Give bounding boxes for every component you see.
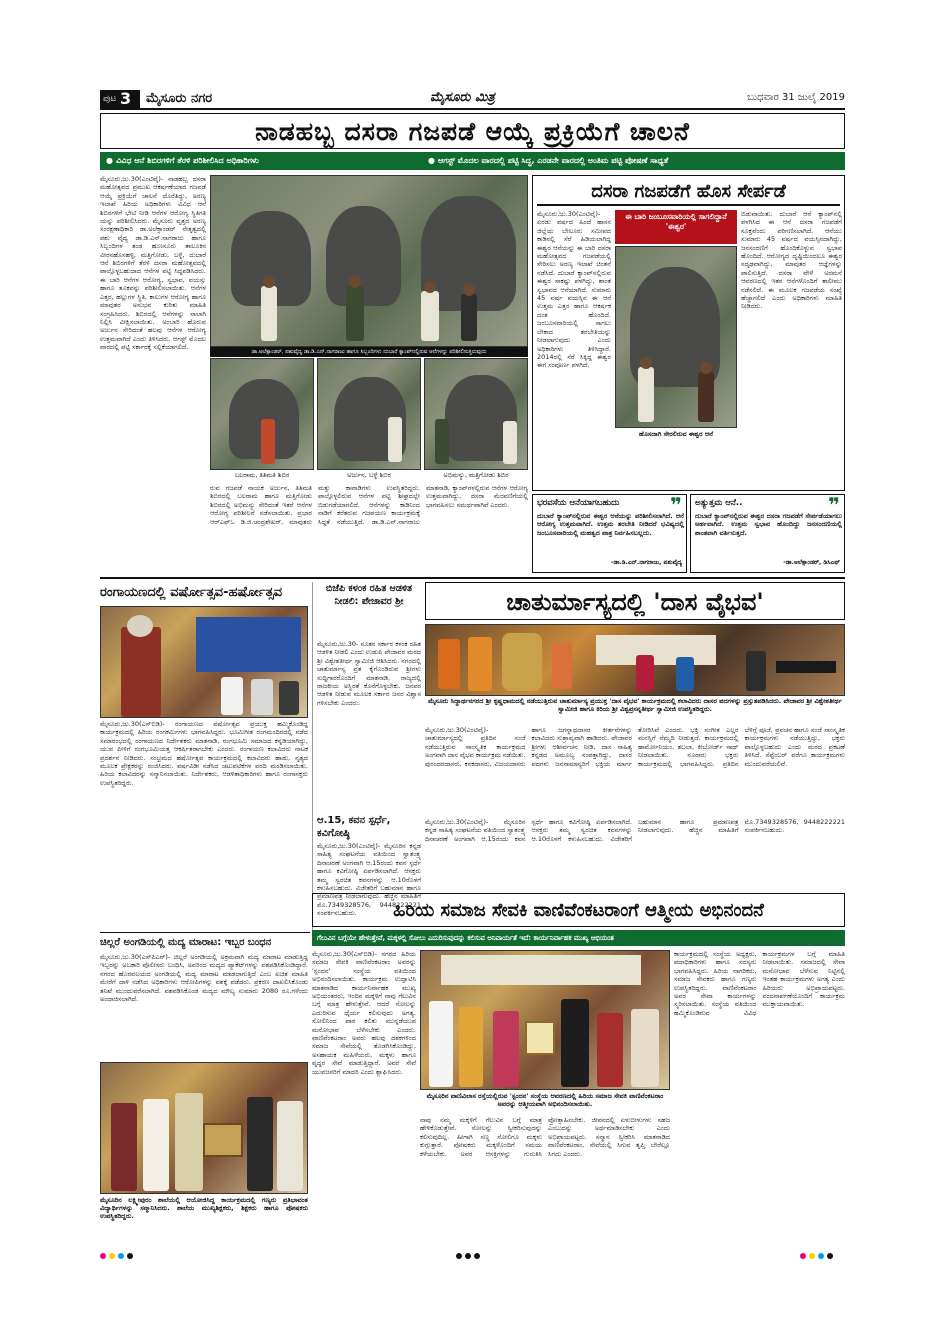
issue-date: ಬುಧವಾರ 31 ಜುಲೈ 2019 bbox=[747, 92, 845, 103]
quote-box-2 bbox=[690, 494, 845, 573]
sidebar-body-right: ಬಿಡುವಾಯಿತು. ದುಬಾರೆ ಆನೆ ಕ್ಯಾಂಪ್‌ನಲ್ಲಿ ಪಳಗಿಸಿದ ಈ ಆನೆ ದಸರಾ ಗಜಪಡೆಗೆ ಸೂಕ್ತವೆಂದು ಪರಿಗಣಿಸಲಾಗಿದೆ. ಆನೆಯು ಸುಮಾರು 45 ವರ್ಷದ ವಯಸ್ಸಿನದಾಗಿದ್ದು, ಜನಸಂದಣಿಗೆ ಹೊಂದಿಕೊಳ್ಳುವ ಸ್ವಭಾವ ಹೊಂದಿದೆ. ಆರೋಗ್ಯದ ದೃಷ್ಟಿಯಿಂದಲೂ ಈಶ್ವರ ಸದೃಢವಾಗಿದ್ದು, ಮಾವುತರ ಆಜ್ಞೆಗಳನ್ನು ಪಾಲಿಸುತ್ತಿದೆ. ದಸರಾ ವೇಳೆ ಅರಮನೆ ಆವರಣದಲ್ಲಿ ಇತರ ಆನೆಗಳೊಂದಿಗೆ ತಾಲೀಮು ನಡೆಸಲಿದೆ. ಈ ಮೂಲಕ ಗಜಪಡೆಯ ಸಂಖ್ಯೆ ಹೆಚ್ಚಾಗಲಿದೆ ಎಂದು ಅಧಿಕಾರಿಗಳು ಮಾಹಿತಿ ನೀಡಿದರು. bbox=[741, 210, 842, 311]
felicitation-subhead-bar bbox=[312, 930, 845, 946]
registration-dots-left bbox=[100, 1244, 136, 1263]
chaturmasya-photo-caption: ಮೈಸೂರು ಸಿದ್ಧಾರ್ಥನಗರದ ಶ್ರೀ ಕೃಷ್ಣಧಾಮದಲ್ಲಿ ನಡೆಯುತ್ತಿರುವ ಚಾತುರ್ಮಾಸ್ಯ ಪ್ರಯುಕ್ತ 'ದಾಸ ವೈಭವ' ಕಾರ್ಯಕ್ರಮದಲ್ಲಿ ಕಲಾವಿದರು ದಾಸರ ಪದಗಳನ್ನು ಪ್ರಸ್ತುತಪಡಿಸಿದರು. ಪೇಜಾವರ ಶ್ರೀ ವಿಶ್ವೇಶತೀರ್ಥ ಸ್ವಾಮೀಜಿ ಹಾಗೂ ಕಿರಿಯ ಶ್ರೀ ವಿಶ್ವಪ್ರಸನ್ನತೀರ್ಥ ಸ್ವಾಮೀಜಿ ಉಪಸ್ಥಿತರಿದ್ದರು. bbox=[428, 697, 842, 713]
felicitation-body-left: ಮೈಸೂರು,ಜು.30(ಎಸ್‌ಬಿಡಿ)- ನಗರದ ಹಿರಿಯ ಸಮಾಜ ಸೇವಕಿ ವಾಣಿವೆಂಕಟರಾಂ ಅವರನ್ನು 'ಸ್ಪಂದನ' ಸಂಸ್ಥೆಯ ವತಿಯಿಂದ ಅಭಿನಂದಿಸಲಾಯಿತು. ಕಾರ್ಯಕ್ರಮ ಉದ್ಘಾಟಿಸಿ ಮಾತನಾಡಿದ ಕಾರ್ಯನಿರ್ವಾಹಕ ಮುಖ್ಯ ಅಭಿಯಂತರರು, ಇಂದಿನ ಮಕ್ಕಳಿಗೆ ನಾವು ಗೆಲುವಿನ ಬಗ್ಗೆ ಮಾತ್ರ ಹೇಳುತ್ತೇವೆ. ಆದರೆ ಸೋಲನ್ನು ಎದುರಿಸುವ ಧೈರ್ಯ ಕಲಿಸುವುದು ಅಗತ್ಯ. ಸೋಲಿನಿಂದ ಪಾಠ ಕಲಿತು ಮುನ್ನಡೆಯುವ ಮನೋಭಾವ ಬೆಳೆಸಬೇಕು ಎಂದರು. ವಾಣಿವೆಂಕಟರಾಂ ಅವರು ಹಲವು ದಶಕಗಳಿಂದ ಸಮಾಜ ಸೇವೆಯಲ್ಲಿ ತೊಡಗಿಸಿಕೊಂಡಿದ್ದು, ಅಸಹಾಯಕ ಮಹಿಳೆಯರು, ಮಕ್ಕಳು ಹಾಗೂ ವೃದ್ಧರ ಸೇವೆ ಮಾಡುತ್ತಿದ್ದಾರೆ. ಅವರ ಸೇವೆ ಯುವಜನರಿಗೆ ಮಾದರಿ ಎಂದು ಶ್ಲಾಘಿಸಿದರು. bbox=[312, 950, 416, 1076]
elephant-photo-abhimanyu bbox=[424, 358, 528, 470]
elephant-photo-arjuna bbox=[317, 358, 421, 470]
elephant-caption-balarama: ಬಲರಾಮ, ತಿತಿಮತಿ ಶಿಬಿರ bbox=[234, 471, 290, 479]
sidebar-photo-caption: ಹೊಸದಾಗಿ ಸೇರಲಿರುವ ಈಶ್ವರ ಆನೆ bbox=[638, 430, 713, 438]
chaturmasya-photo bbox=[425, 624, 845, 696]
school-event-caption: ಮೈಸೂರಿನ ಲಕ್ಷ್ಮೀಪುರಂ ಶಾಲೆಯಲ್ಲಿ ಆಯೋಜಿಸಿದ್ದ ಕಾರ್ಯಕ್ರಮದಲ್ಲಿ ಗಣ್ಯರು ಪ್ರತಿಭಾವಂತ ವಿದ್ಯಾರ್ಥಿಗಳನ್ನು ಸನ್ಮಾನಿಸಿದರು. ಶಾಲೆಯ ಮುಖ್ಯಶಿಕ್ಷಕರು, ಶಿಕ್ಷಕರು ಹಾಗೂ ಪೋಷಕರು ಉಪಸ್ಥಿತರಿದ್ದರು. bbox=[100, 1196, 308, 1220]
liquor-headline: ಚಿಲ್ಲರೆ ಅಂಗಡಿಯಲ್ಲಿ ಮದ್ಯ ಮಾರಾಟ: ಇಬ್ಬರ ಬಂಧನ bbox=[100, 937, 272, 948]
page-number-box bbox=[100, 90, 140, 108]
sidebar-headline: ದಸರಾ ಗಜಪಡೆಗೆ ಹೊಸ ಸೇರ್ಪಡೆ bbox=[537, 178, 840, 206]
sidebar-inset-title: ಈ ಬಾರಿ ಜಂಬೂಸವಾರಿಯಲ್ಲಿ ಸಾಗಲಿದ್ದಾನೆ 'ಈಶ್ವರ' bbox=[625, 212, 727, 231]
page-header bbox=[100, 88, 845, 110]
elephant-caption-abhimanyu: ಅಭಿಮನ್ಯು, ಮತ್ತಿಗೋಡು ಶಿಬಿರ bbox=[443, 471, 509, 479]
bjp-body: ಮೈಸೂರು,ಜು.30- ನೂತನ ಸರ್ಕಾರ ಕಳಂಕ ರಹಿತ ಆಡಳಿತ ನೀಡಲಿ ಎಂದು ಉಡುಪಿ ಪೇಜಾವರ ಮಠದ ಶ್ರೀ ವಿಶ್ವೇಶತೀರ್ಥ ಸ್ವಾಮೀಜಿ ಆಶಿಸಿದರು. ನಗರದಲ್ಲಿ ಚಾತುರ್ಮಾಸ್ಯ ವ್ರತ ಕೈಗೊಂಡಿರುವ ಶ್ರೀಗಳು ಸುದ್ದಿಗಾರರೊಂದಿಗೆ ಮಾತನಾಡಿ, ರಾಜ್ಯದಲ್ಲಿ ರಾಜಕೀಯ ಅಸ್ಥಿರತೆ ಕೊನೆಗೊಳ್ಳಬೇಕು. ಜನಪರ ಆಡಳಿತ ನೀಡುವ ಮೂಲಕ ಸರ್ಕಾರ ಜನರ ವಿಶ್ವಾಸ ಗಳಿಸಬೇಕು ಎಂದರು. bbox=[317, 640, 421, 707]
felicitation-body-mid: ನಾವು ನಮ್ಮ ಮಕ್ಕಳಿಗೆ ಗೆಲುವಿನ ಬಗ್ಗೆ ಮಾತ್ರ ಹೇಳಿಕೊಡುತ್ತೇವೆ. ಸೋಲನ್ನು ಸ್ವೀಕರಿಸುವುದನ್ನು ಕಲಿಸುವುದಿಲ್ಲ. ಹೀಗಾಗಿ ಸಣ್ಣ ಸೋಲಿಗೂ ಮಕ್ಕಳು ಕುಗ್ಗುತ್ತಾರೆ. ಪೋಷಕರು ಮಕ್ಕಳೊಂದಿಗೆ ಸಮಯ ಕಳೆಯಬೇಕು. ಅವರ ಆಸಕ್ತಿಗಳನ್ನು ಗುರುತಿಸಿ ಪ್ರೋತ್ಸಾಹಿಸಬೇಕು. ಜೀವನದಲ್ಲಿ ಏಳುಬೀಳುಗಳು ಸಹಜ ಎಂಬುದನ್ನು ಅರ್ಥಮಾಡಿಸಬೇಕು ಎಂದು ಅಭಿಪ್ರಾಯಪಟ್ಟರು. ಸನ್ಮಾನ ಸ್ವೀಕರಿಸಿ ಮಾತನಾಡಿದ ವಾಣಿವೆಂಕಟರಾಂ, ಸೇವೆಯಲ್ಲಿ ಸಿಗುವ ತೃಪ್ತಿ ಬೇರೆಲ್ಲೂ ಸಿಗದು ಎಂದರು. bbox=[420, 1116, 670, 1158]
school-event-photo bbox=[100, 1062, 308, 1194]
lead-photo-caption: ಡಾ.ಅಲೆಕ್ಸಾಂಡರ್, ಪಶುವೈದ್ಯ ಡಾ.ಡಿ.ಎನ್.ನಾಗರಾಜು ಹಾಗೂ ಸಿಬ್ಬಂದಿಗಳು ದುಬಾರೆ ಕ್ಯಾಂಪ್‌ನಲ್ಲಿರುವ ಆನೆಗಳನ್ನು ಪರಿಶೀಲಿಸುತ್ತಿರುವುದು bbox=[210, 347, 528, 357]
registration-dots-right bbox=[800, 1244, 836, 1263]
rangayana-headline: ರಂಗಾಯಣದಲ್ಲಿ ವರ್ಷೋತ್ಸವ-ಹರ್ಷೋತ್ಸವ bbox=[100, 585, 283, 600]
masthead: ಮೈಸೂರು ಮಿತ್ರ bbox=[430, 90, 495, 105]
horizontal-rule bbox=[100, 577, 845, 579]
lead-subhead-left: ವಿವಿಧ ಆನೆ ಶಿಬಿರಗಳಿಗೆ ತೆರಳಿ ಪರಿಶೀಲಿಸಿದ ಅಧಿಕಾರಿಗಳು bbox=[116, 156, 259, 165]
liquor-body: ಮೈಸೂರು,ಜು.30(ಎಸ್‌ಪಿಎನ್)- ಚಿಲ್ಲರೆ ಅಂಗಡಿಯಲ್ಲಿ ಅಕ್ರಮವಾಗಿ ಮದ್ಯ ಮಾರಾಟ ಮಾಡುತ್ತಿದ್ದ ಇಬ್ಬರನ್ನು ಅಬಕಾರಿ ಪೊಲೀಸರು ಬಂಧಿಸಿ, ಅವರಿಂದ ಮದ್ಯದ ಪ್ಯಾಕೆಟ್‌ಗಳನ್ನು ವಶಪಡಿಸಿಕೊಂಡಿದ್ದಾರೆ. ನಗರದ ಹೊರವಲಯದ ಅಂಗಡಿಯಲ್ಲಿ ಮದ್ಯ ಮಾರಾಟ ಮಾಡಲಾಗುತ್ತಿದೆ ಎಂಬ ಖಚಿತ ಮಾಹಿತಿ ಮೇರೆಗೆ ದಾಳಿ ನಡೆಸಿದ ಅಧಿಕಾರಿಗಳು ಆರೋಪಿಗಳನ್ನು ವಶಕ್ಕೆ ಪಡೆದರು. ಪ್ರಕರಣ ದಾಖಲಿಸಿಕೊಂಡು ತನಿಖೆ ಮುಂದುವರೆಸಲಾಗಿದೆ. ವಶಪಡಿಸಿಕೊಂಡ ಮದ್ಯದ ಮೌಲ್ಯ ಸುಮಾರು 2080 ರೂ.ಗಳೆಂದು ಅಂದಾಜಿಸಲಾಗಿದೆ. bbox=[100, 953, 308, 1004]
quote-box-1 bbox=[532, 494, 687, 573]
quote-author-1: -ಡಾ.ಡಿ.ಎನ್.ನಾಗರಾಜು, ಪಶುವೈದ್ಯ bbox=[611, 559, 682, 566]
rangayana-body: ಮೈಸೂರು,ಜು.30(ಎಸ್‌ಬಿಡಿ)- ರಂಗಾಯಣದ ವರ್ಷೋತ್ಸವ ಪ್ರಯುಕ್ತ ಹಮ್ಮಿಕೊಂಡಿದ್ದ ಕಾರ್ಯಕ್ರಮದಲ್ಲಿ ಹಿರಿಯ ರಂಗಕರ್ಮಿಗಳು ಭಾಗವಹಿಸಿದ್ದರು. ಭೂಮಿಗೀತ ರಂಗಮಂದಿರದಲ್ಲಿ ನಡೆದ ಸಮಾರಂಭದಲ್ಲಿ ರಂಗಾಯಣದ ನಿರ್ದೇಶಕರು ಮಾತನಾಡಿ, ರಂಗಭೂಮಿ ಸಮಾಜದ ಕನ್ನಡಿಯಾಗಿದ್ದು, ಯುವ ಪೀಳಿಗೆ ರಂಗಭೂಮಿಯತ್ತ ಆಕರ್ಷಿತರಾಗಬೇಕು ಎಂದರು. ರಂಗಾಯಣ ಕಲಾವಿದರು ನಾಟಕ ಪ್ರದರ್ಶನ ನೀಡಿದರು. ಸಂಭ್ರಮದ ಹರ್ಷೋತ್ಸವ ಕಾರ್ಯಕ್ರಮದಲ್ಲಿ ಕಲಾವಿದರು ಹಾಡು, ನೃತ್ಯದ ಮೂಲಕ ಪ್ರೇಕ್ಷಕರನ್ನು ರಂಜಿಸಿದರು. ವರ್ಷವಿಡೀ ನಡೆಸಿದ ಚಟುವಟಿಕೆಗಳ ವರದಿ ಮಂಡಿಸಲಾಯಿತು. ಹಿರಿಯ ಕಲಾವಿದರನ್ನು ಸನ್ಮಾನಿಸಲಾಯಿತು. ನಿರ್ದೇಶಕರು, ಆಡಳಿತಾಧಿಕಾರಿಗಳು ಹಾಗೂ ರಂಗಾಸಕ್ತರು ಉಪಸ್ಥಿತರಿದ್ದರು. bbox=[100, 720, 308, 787]
felicitation-photo bbox=[420, 950, 670, 1090]
felicitation-subhead: ಗೆಲುವಿನ ಬಗ್ಗೆಯೇ ಹೇಳುತ್ತೇವೆ, ಮಕ್ಕಳಲ್ಲಿ ಸೋಲು ಎದುರಿಸುವುದನ್ನು ಕಲಿಸುವ ಅನಿವಾರ್ಯತೆ ಇದೆ: ಕಾರ್ಯನಿರ್ವಾಹಕ ಮುಖ್ಯ ಅಭಿಯಂತ bbox=[317, 934, 614, 942]
quote-title-1: ಭರವಸೆಯ ಆನೆಯಾಗಬಹುದು bbox=[537, 498, 620, 508]
lead-subheadline-bar: ● ವಿವಿಧ ಆನೆ ಶಿಬಿರಗಳಿಗೆ ತೆರಳಿ ಪರಿಶೀಲಿಸಿದ ಅಧಿಕಾರಿಗಳು ● ಆಗಸ್ಟ್ ಮೊದಲ ವಾರದಲ್ಲಿ ಪಟ್ಟಿ ಸಿದ್ಧ, ಎರಡನೇ ವಾರದಲ್ಲಿ ಅಂತಿಮ ಪಟ್ಟಿ ಪೋಷಣೆ ಸಾಧ್ಯತೆ bbox=[100, 152, 845, 170]
kavana-body: ಮೈಸೂರು,ಜು.30(ಎಂಟಿವೈ)- ಮೈಸೂರಿನ ಕನ್ನಡ ಸಾಹಿತ್ಯ ಸಂಘಟನೆಯ ವತಿಯಿಂದ ಸ್ವಾತಂತ್ರ್ಯ ದಿನಾಚರಣೆ ಅಂಗವಾಗಿ ಆ.15ರಂದು ಕವನ ಸ್ಪರ್ಧೆ ಹಾಗೂ ಕವಿಗೋಷ್ಠಿ ಏರ್ಪಡಿಸಲಾಗಿದೆ. ಆಸಕ್ತರು ತಮ್ಮ ಸ್ವರಚಿತ ಕವನಗಳನ್ನು ಆ.10ರೊಳಗೆ ಕಳುಹಿಸಬಹುದು. ವಿಜೇತರಿಗೆ ಬಹುಮಾನ ಹಾಗೂ ಪ್ರಮಾಣಪತ್ರ ನೀಡಲಾಗುವುದು. ಹೆಚ್ಚಿನ ಮಾಹಿತಿಗೆ ಮೊ.7349328576, 9448222221 ಸಂಪರ್ಕಿಸಬಹುದು. bbox=[317, 842, 421, 918]
sidebar-body-left: ಮೈಸೂರು,ಜು.30(ಎಂಟಿವೈ)- ಏರಡು ವರ್ಷದ ಹಿಂದೆ ಹಾಸನ ಜಿಲ್ಲೆಯ ಬೇಲೂರು ಸಮೀಪದ ಕಾಡಿನಲ್ಲಿ ಸೆರೆ ಹಿಡಿಯಲಾಗಿದ್ದ ಈಶ್ವರ ಆನೆಯನ್ನು ಈ ಬಾರಿ ದಸರಾ ಮಹೋತ್ಸವದ ಗಜಪಡೆಯಲ್ಲಿ ಸೇರಿಸಲು ಅರಣ್ಯ ಇಲಾಖೆ ಚಿಂತನೆ ನಡೆಸಿದೆ. ದುಬಾರೆ ಕ್ಯಾಂಪ್‌ನಲ್ಲಿರುವ ಈಶ್ವರ ಸಾಕಷ್ಟು ಪಳಗಿದ್ದು, ಶಾಂತ ಸ್ವಭಾವದ ಆನೆಯಾಗಿದೆ. ಸುಮಾರು 45 ವರ್ಷ ವಯಸ್ಸಿನ ಈ ಆನೆ ಉತ್ತಮ ಎತ್ತರ ಹಾಗೂ ಆಕರ್ಷಕ ದಂತ ಹೊಂದಿದೆ. ಜಂಬೂಸವಾರಿಯಲ್ಲಿ ಸಾಗಲು ಬೇಕಾದ ತರಬೇತಿಯನ್ನು ನೀಡಲಾಗುವುದು ಎಂದು ಅಧಿಕಾರಿಗಳು ತಿಳಿಸಿದ್ದಾರೆ. 2014ರಲ್ಲಿ ಸೆರೆ ಸಿಕ್ಕಿದ್ದ ಈಶ್ವರ ಈಗ ಸಂಪೂರ್ಣ ಪಳಗಿದೆ. bbox=[537, 210, 611, 370]
lead-main-photo bbox=[210, 175, 528, 347]
bjp-story-box bbox=[312, 582, 422, 930]
horizontal-rule-2 bbox=[100, 932, 310, 933]
chaturmasya-body: ಮೈಸೂರು,ಜು.30(ಎಂಟಿವೈ)- ಚಾತುರ್ಮಾಸ್ಯದಲ್ಲಿ ಪ್ರತಿದಿನ ಸಂಜೆ ನಡೆಯುತ್ತಿರುವ ಸಾಂಸ್ಕೃತಿಕ ಕಾರ್ಯಕ್ರಮದ ಅಂಗವಾಗಿ ದಾಸ ವೈಭವ ಕಾರ್ಯಕ್ರಮ ನಡೆಯಿತು. ಪುರಂದರದಾಸರು, ಕನಕದಾಸರು, ವಿಜಯದಾಸರು ಹಾಗೂ ಜಗನ್ನಾಥದಾಸರ ಕೀರ್ತನೆಗಳನ್ನು ಕಲಾವಿದರು ಸುಶ್ರಾವ್ಯವಾಗಿ ಹಾಡಿದರು. ಪೇಜಾವರ ಶ್ರೀಗಳು ಆಶೀರ್ವಚನ ನೀಡಿ, ದಾಸ ಸಾಹಿತ್ಯ ಕನ್ನಡದ ಅಮೂಲ್ಯ ಸಂಪತ್ತಾಗಿದ್ದು, ದಾಸರ ಪದಗಳು ಜನಸಾಮಾನ್ಯರಿಗೆ ಭಕ್ತಿಯ ಮಾರ್ಗ ತೋರಿಸಿವೆ ಎಂದರು. ಭಕ್ತಿ ಸಂಗೀತ ಎಲ್ಲರ ಮನಸ್ಸಿಗೆ ನೆಮ್ಮದಿ ನೀಡುತ್ತದೆ. ಕಾರ್ಯಕ್ರಮದಲ್ಲಿ ಹಾರ್ಮೋನಿಯಂ, ತಬಲಾ, ಕೀಬೋರ್ಡ್ ಸಾಥ್ ನೀಡಲಾಯಿತು. ನೂರಾರು ಭಕ್ತರು ಕಾರ್ಯಕ್ರಮದಲ್ಲಿ ಭಾಗವಹಿಸಿದ್ದರು. ಪ್ರತಿದಿನ ಬೆಳಿಗ್ಗೆ ಪೂಜೆ, ಪ್ರವಚನ ಹಾಗೂ ಸಂಜೆ ಸಾಂಸ್ಕೃತಿಕ ಕಾರ್ಯಕ್ರಮಗಳು ನಡೆಯುತ್ತಿದ್ದು, ಭಕ್ತರು ಪಾಲ್ಗೊಳ್ಳಬಹುದು ಎಂದು ಮಠದ ಪ್ರಕಟಣೆ ತಿಳಿಸಿದೆ. ಸೆಪ್ಟೆಂಬರ್ ವರೆಗೂ ಕಾರ್ಯಕ್ರಮಗಳು ಮುಂದುವರೆಯಲಿವೆ. bbox=[425, 726, 845, 768]
quote-body-2: ದುಬಾರೆ ಕ್ಯಾಂಪ್‌ನಲ್ಲಿರುವ ಈಶ್ವರ ದಸರಾ ಗಜಪಡೆಗೆ ಸೇರ್ಪಡೆಯಾಗಲು ಅರ್ಹವಾಗಿದೆ. ಉತ್ತಮ ಸ್ವಭಾವ ಹೊಂದಿದ್ದು ಜನಸಂದಣಿಯಲ್ಲಿ ಶಾಂತವಾಗಿ ವರ್ತಿಸುತ್ತದೆ. bbox=[695, 512, 842, 537]
section-name: ಮೈಸೂರು ನಗರ bbox=[146, 91, 213, 106]
lead-headline: ನಾಡಹಬ್ಬ ದಸರಾ ಗಜಪಡೆ ಆಯ್ಕೆ ಪ್ರಕ್ರಿಯೆಗೆ ಚಾಲನೆ bbox=[100, 113, 845, 149]
registration-dots-center bbox=[456, 1244, 483, 1263]
felicitation-photo-caption: ಮೈಸೂರಿನ ವಾಣಿವಿಲಾಸ ರಸ್ತೆಯಲ್ಲಿರುವ 'ಸ್ಪಂದನ' ಸಂಸ್ಥೆಯ ಆವರಣದಲ್ಲಿ ಹಿರಿಯ ಸಮಾಜ ಸೇವಕಿ ವಾಣಿವೆಂಕಟರಾಂ ಅವರನ್ನು ಆತ್ಮೀಯವಾಗಿ ಅಭಿನಂದಿಸಲಾಯಿತು. bbox=[426, 1092, 664, 1108]
quote-title-2: ಅತ್ಯುತ್ತಮ ಆನೆ.. bbox=[695, 498, 743, 508]
lead-body-text: ಮೈಸೂರು,ಜು.30(ಎಂಟಿವೈ)- ನಾಡಹಬ್ಬ ದಸರಾ ಮಹೋತ್ಸವದ ಪ್ರಮುಖ ಆಕರ್ಷಣೆಯಾದ ಗಜಪಡೆ ಆಯ್ಕೆ ಪ್ರಕ್ರಿಯೆಗೆ ಚಾಲನೆ ದೊರೆತಿದ್ದು, ಅರಣ್ಯ ಇಲಾಖೆ ಹಿರಿಯ ಅಧಿಕಾರಿಗಳು ವಿವಿಧ ಆನೆ ಶಿಬಿರಗಳಿಗೆ ಭೇಟಿ ನೀಡಿ ಆನೆಗಳ ಆರೋಗ್ಯ ಸ್ಥಿತಿಗತಿ ಯನ್ನು ಪರಿಶೀಲಿಸಿದರು. ಮೈಸೂರು ವೃತ್ತದ ಅರಣ್ಯ ಸಂರಕ್ಷಣಾಧಿಕಾರಿ ಡಾ.ಅಲೆಕ್ಸಾಂಡರ್ ನೇತೃತ್ವದಲ್ಲಿ ಪಶು ವೈದ್ಯ ಡಾ.ಡಿ.ಎನ್.ನಾಗರಾಜು ಹಾಗೂ ಸಿಬ್ಬಂದಿಗಳ ತಂಡ ಹುಣಸೂರು ತಾಲೂಕಿನ ವೀರನಹೊಸಹಳ್ಳಿ, ಮತ್ತಿಗೋಡು, ಬಳ್ಳೆ, ದುಬಾರೆ ಆನೆ ಶಿಬಿರಗಳಿಗೆ ತೆರಳಿ ದಸರಾ ಮಹೋತ್ಸವದಲ್ಲಿ ಪಾಲ್ಗೊಳ್ಳಬಹುದಾದ ಆನೆಗಳ ಪಟ್ಟಿ ಸಿದ್ಧಪಡಿಸಿದರು. ಈ ಬಾರಿ ಆನೆಗಳ ಆರೋಗ್ಯ, ಸ್ವಭಾವ, ವಯಸ್ಸು ಹಾಗೂ ತೂಕವನ್ನು ಪರಿಶೀಲಿಸಲಾಯಿತು. ಆನೆಗಳ ಎತ್ತರ, ಹಲ್ಲುಗಳ ಸ್ಥಿತಿ, ಕಾಲುಗಳ ಆರೋಗ್ಯ ಹಾಗೂ ಮಾವುತರ ಅನುಭವ ಕುರಿತು ಮಾಹಿತಿ ಸಂಗ್ರಹಿಸಿದರು. ಶಿಬಿರದಲ್ಲಿ ಆನೆಗಳನ್ನು ಸಾಲಾಗಿ ನಿಲ್ಲಿಸಿ ವೀಕ್ಷಿಸಲಾಯಿತು. ಅಂಬಾರಿ ಹೊರುವ ಅರ್ಜುನ ಸೇರಿದಂತೆ ಹಲವು ಆನೆಗಳ ಆರೋಗ್ಯ ಉತ್ತಮವಾಗಿದೆ ಎಂದು ತಿಳಿಸಿದರು. ಆಗಸ್ಟ್ ಮೊದಲ ವಾರದಲ್ಲಿ ಪಟ್ಟಿ ಸರ್ಕಾರಕ್ಕೆ ಸಲ್ಲಿಕೆಯಾಗಲಿದೆ. bbox=[100, 175, 206, 352]
quote-icon-1: ❞ bbox=[670, 493, 682, 517]
felicitation-body-right: ಕಾರ್ಯಕ್ರಮದಲ್ಲಿ ಸಂಸ್ಥೆಯ ಅಧ್ಯಕ್ಷರು, ಪದಾಧಿಕಾರಿಗಳು ಹಾಗೂ ಸದಸ್ಯರು ಭಾಗವಹಿಸಿದ್ದರು. ಹಿರಿಯ ನಾಗರಿಕರು, ಸಮಾಜ ಸೇವಕರು ಹಾಗೂ ಗಣ್ಯರು ಉಪಸ್ಥಿತರಿದ್ದರು. ವಾಣಿವೆಂಕಟರಾಂ ಅವರ ಸೇವಾ ಕಾರ್ಯಗಳನ್ನು ಸ್ಮರಿಸಲಾಯಿತು. ಸಂಸ್ಥೆಯ ವತಿಯಿಂದ ಹಮ್ಮಿಕೊಂಡಿರುವ ವಿವಿಧ ಕಾರ್ಯಕ್ರಮಗಳ ಬಗ್ಗೆ ಮಾಹಿತಿ ನೀಡಲಾಯಿತು. ಸಮಾಜದಲ್ಲಿ ಸೇವಾ ಮನೋಭಾವ ಬೆಳೆಸುವ ನಿಟ್ಟಿನಲ್ಲಿ ಇಂತಹ ಕಾರ್ಯಕ್ರಮಗಳು ಅಗತ್ಯ ಎಂದು ಹಿರಿಯರು ಅಭಿಪ್ರಾಯಪಟ್ಟರು. ವಂದನಾರ್ಪಣೆಯೊಂದಿಗೆ ಕಾರ್ಯಕ್ರಮ ಮುಕ್ತಾಯವಾಯಿತು. bbox=[674, 950, 845, 1017]
felicitation-headline: ಹಿರಿಯ ಸಮಾಜ ಸೇವಕಿ ವಾಣಿವೆಂಕಟರಾಂಗೆ ಆತ್ಮೀಯ ಅಭಿನಂದನೆ bbox=[312, 893, 845, 927]
kavana-headline: ಆ.15, ಕವನ ಸ್ಪರ್ಧೆ, ಕವಿಗೋಷ್ಠಿ bbox=[317, 815, 391, 839]
elephant-photo-balarama bbox=[210, 358, 314, 470]
sidebar-inset-title-box bbox=[615, 210, 737, 244]
sidebar-photo bbox=[615, 246, 737, 428]
quote-icon-2: ❞ bbox=[828, 493, 840, 517]
lead-subhead-right: ಆಗಸ್ಟ್ ಮೊದಲ ವಾರದಲ್ಲಿ ಪಟ್ಟಿ ಸಿದ್ಧ, ಎರಡನೇ ವಾರದಲ್ಲಿ ಅಂತಿಮ ಪಟ್ಟಿ ಪೋಷಣೆ ಸಾಧ್ಯತೆ bbox=[438, 156, 669, 165]
sidebar-story-box bbox=[532, 175, 845, 491]
lead-body-lower: ರುವ ಗಜಪಡೆ ನಾಯಕ ಅರ್ಜುನ, ತಿತಿಮತಿ ಶಿಬಿರದಲ್ಲಿ ಬಲರಾಮ ಹಾಗೂ ಮತ್ತಿಗೋಡು ಶಿಬಿರದಲ್ಲಿ ಅಭಿಮನ್ಯು ಸೇರಿದಂತೆ ಇತರೆ ಆನೆಗಳ ಆರೋಗ್ಯ ಪರಿಶೀಲನೆ ನಡೆಸಲಾಯಿತು. ಪ್ರಭಾರ ಆರ್‌ಎಫ್‌ಒ ಡಿ.ಜಿ.ಚಂದ್ರಶೇಖರ್, ಮಾವುತರು ಮತ್ತು ಕಾವಾಡಿಗಳು ಉಪಸ್ಥಿತರಿದ್ದರು. ಪಾಲ್ಗೊಳ್ಳಲಿರುವ ಆನೆಗಳ ಪಟ್ಟಿ ಶೀಘ್ರದಲ್ಲೇ ಬಿಡುಗಡೆಯಾಗಲಿದೆ. ಆನೆಗಳನ್ನು ಕಾಡಿನಿಂದ ನಾಡಿಗೆ ಕರೆತರುವ ಗಜಪಯಣ ಕಾರ್ಯಕ್ರಮಕ್ಕೆ ಸಿದ್ಧತೆ ನಡೆಯುತ್ತಿದೆ. ಡಾ.ಡಿ.ಎನ್.ನಾಗರಾಜು ಮಾತನಾಡಿ, ಕ್ಯಾಂಪ್‌ಗಳಲ್ಲಿರುವ ಆನೆಗಳ ಆರೋಗ್ಯ ಉತ್ತಮವಾಗಿದ್ದು, ದಸರಾ ಮೆರವಣಿಗೆಯಲ್ಲಿ ಭಾಗವಹಿಸಲು ಸಮರ್ಥವಾಗಿವೆ ಎಂದರು. bbox=[210, 484, 528, 526]
chaturmasya-body-continued: ಮೈಸೂರು,ಜು.30(ಎಂಟಿವೈ)- ಮೈಸೂರಿನ ಕನ್ನಡ ಸಾಹಿತ್ಯ ಸಂಘಟನೆಯ ವತಿಯಿಂದ ಸ್ವಾತಂತ್ರ್ಯ ದಿನಾಚರಣೆ ಅಂಗವಾಗಿ ಆ.15ರಂದು ಕವನ ಸ್ಪರ್ಧೆ ಹಾಗೂ ಕವಿಗೋಷ್ಠಿ ಏರ್ಪಡಿಸಲಾಗಿದೆ. ಆಸಕ್ತರು ತಮ್ಮ ಸ್ವರಚಿತ ಕವನಗಳನ್ನು ಆ.10ರೊಳಗೆ ಕಳುಹಿಸಬಹುದು. ವಿಜೇತರಿಗೆ ಬಹುಮಾನ ಹಾಗೂ ಪ್ರಮಾಣಪತ್ರ ನೀಡಲಾಗುವುದು. ಹೆಚ್ಚಿನ ಮಾಹಿತಿಗೆ ಮೊ.7349328576, 9448222221 ಸಂಪರ್ಕಿಸಬಹುದು. bbox=[425, 818, 845, 843]
quote-author-2: -ಡಾ.ಅಲೆಕ್ಸಾಂಡರ್, ಡಿಸಿಎಫ್ bbox=[783, 559, 840, 566]
elephant-caption-arjuna: ಅರ್ಜುನ, ಬಳ್ಳೆ ಶಿಬಿರ bbox=[347, 471, 391, 479]
rangayana-photo bbox=[100, 606, 308, 718]
page-number: 3 bbox=[120, 89, 132, 108]
bjp-headline: ಬಿಜೆಪಿ ಕಳಂಕ ರಹಿತ ಆಡಳಿತ ನೀಡಲಿ: ಪೇಜಾವರ ಶ್ರೀ bbox=[325, 583, 413, 607]
quote-body-1: ದುಬಾರೆ ಕ್ಯಾಂಪ್‌ನಲ್ಲಿರುವ ಈಶ್ವರ ಆನೆಯನ್ನು ಪರಿಶೀಲಿಸಲಾಗಿದೆ. ಆನೆ ಆರೋಗ್ಯ ಉತ್ತಮವಾಗಿದೆ. ಉತ್ತಮ ತರಬೇತಿ ನೀಡಿದರೆ ಭವಿಷ್ಯದಲ್ಲಿ ಜಂಬೂಸವಾರಿಯಲ್ಲಿ ಮಹತ್ವದ ಪಾತ್ರ ನಿರ್ವಹಿಸಬಲ್ಲದು. bbox=[537, 512, 684, 537]
chaturmasya-headline: ಚಾತುರ್ಮಾಸ್ಯದಲ್ಲಿ 'ದಾಸ ವೈಭವ' bbox=[425, 582, 845, 620]
page-label: ಪುಟ bbox=[103, 94, 117, 104]
